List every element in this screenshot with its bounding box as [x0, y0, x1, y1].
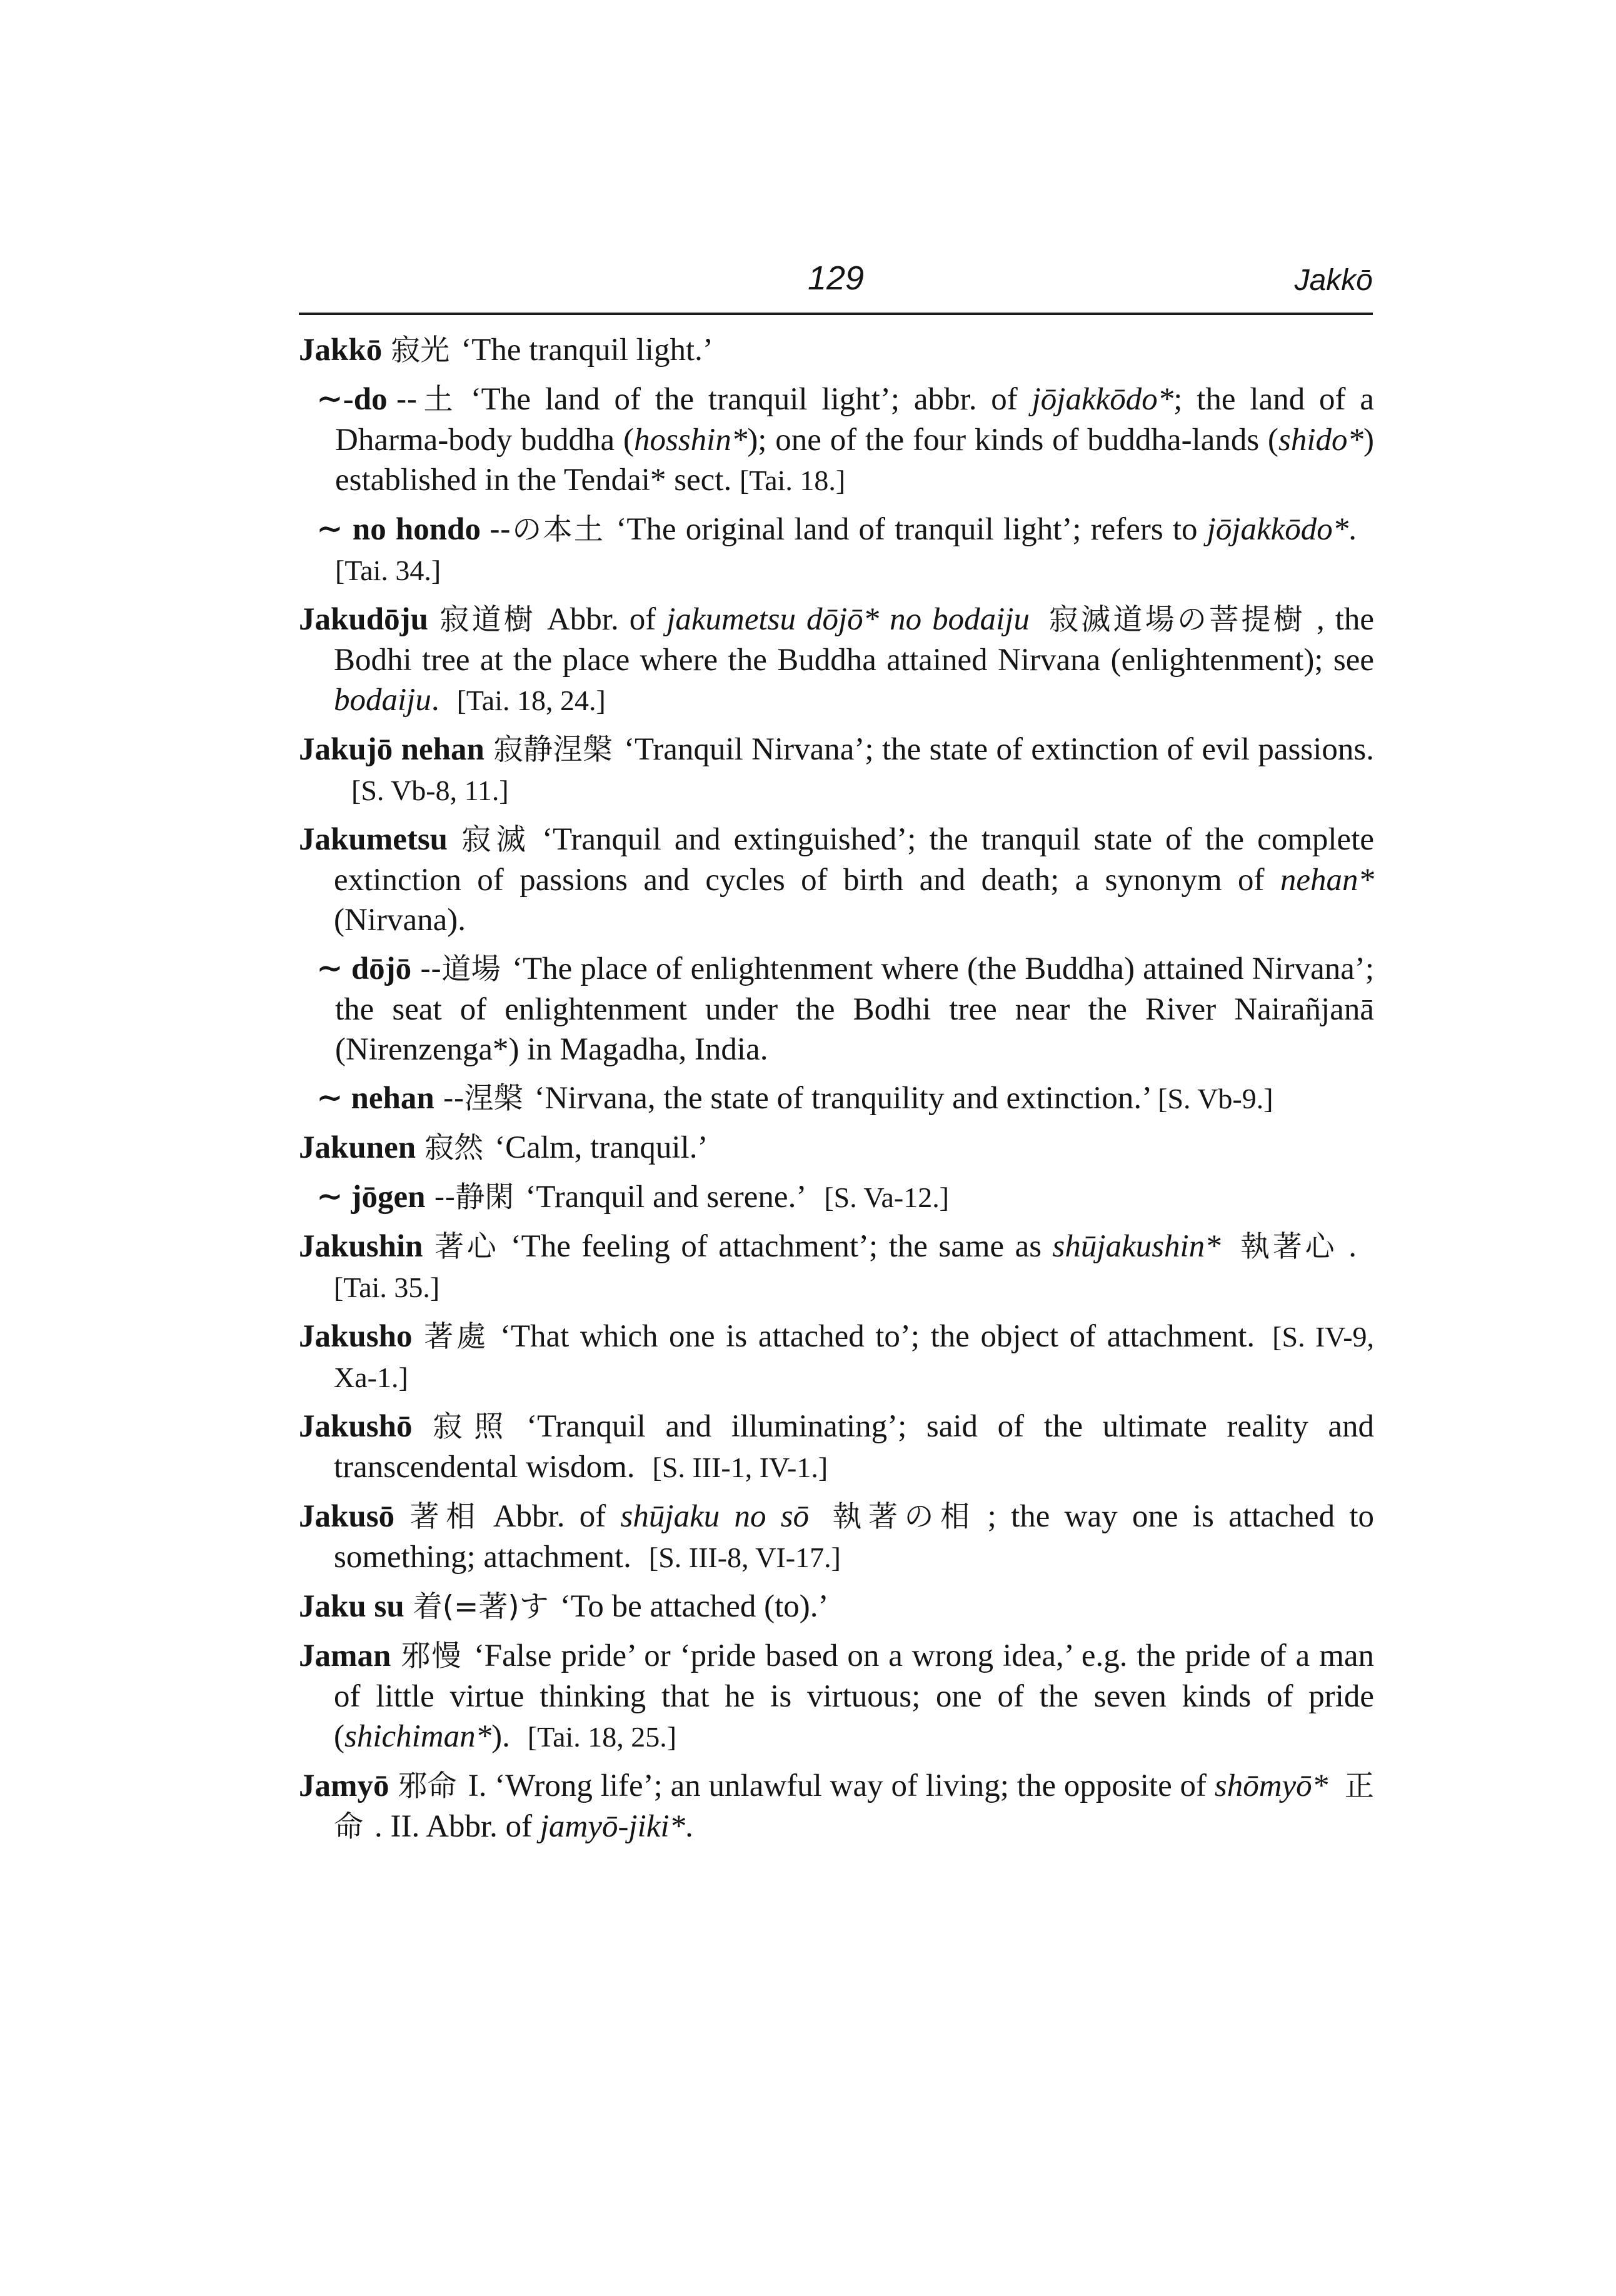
- entry-headword: Jakushin: [299, 1229, 423, 1264]
- dictionary-entry: [299, 1766, 1374, 1847]
- entry-definition: ).: [491, 1719, 510, 1754]
- entry-headword: Jakumetsu: [299, 822, 448, 857]
- dictionary-entry: [299, 330, 1374, 371]
- entry-headword: Jakushō: [299, 1409, 413, 1444]
- tilde-mark: ∼: [316, 1081, 351, 1116]
- source-reference: [S. Vb-8, 11.]: [351, 775, 509, 806]
- dictionary-entry: [299, 820, 1374, 940]
- entry-headword: Jaku su: [299, 1589, 404, 1624]
- tilde-mark: ∼: [316, 382, 343, 417]
- entry-headword: nehan: [351, 1081, 434, 1116]
- tilde-mark: ∼: [316, 512, 353, 547]
- dictionary-entry: [299, 1316, 1374, 1398]
- entry-definition: .: [685, 1809, 693, 1844]
- source-reference: [S. III-8, VI-17.]: [648, 1542, 841, 1573]
- entry-headword: Jakujō nehan: [299, 732, 484, 767]
- dictionary-entry: [299, 1496, 1374, 1578]
- entry-definition: . II. Abbr. of: [374, 1809, 533, 1844]
- dictionary-entry: [299, 1406, 1374, 1488]
- entry-definition: Abbr. of: [493, 1499, 606, 1534]
- entry-characters: --土: [396, 383, 459, 417]
- entry-characters: 寂滅: [456, 823, 531, 857]
- entry-definition: I. ‘Wrong life’; an unlawful way of living; the opposite of: [468, 1768, 1207, 1803]
- entry-characters: 寂照: [421, 1410, 516, 1444]
- entry-definition: ‘The tranquil light.’: [461, 333, 713, 368]
- tilde-mark: ∼: [316, 1180, 351, 1215]
- cross-reference-term: shūjaku no sō: [620, 1499, 810, 1534]
- entry-headword: Jakusho: [299, 1319, 413, 1354]
- entry-definition: ‘The original land of tranquil light’; refers to: [616, 512, 1198, 547]
- entry-headword: Jakudōju: [299, 602, 428, 637]
- page-number: 129: [807, 259, 865, 297]
- entry-characters: 著心: [431, 1230, 499, 1264]
- entry-headword: -do: [343, 382, 388, 417]
- entry-definition: ‘The feeling of attachment’; the same as: [510, 1229, 1042, 1264]
- dictionary-subentry: [299, 1177, 1374, 1218]
- dictionary-entry: [299, 1636, 1374, 1757]
- source-reference: [Tai. 34.]: [335, 554, 441, 586]
- entry-characters: 正命: [334, 1769, 1375, 1844]
- entry-characters: 執著心: [1240, 1230, 1338, 1264]
- entry-characters: 寂道樹: [436, 603, 536, 637]
- entry-definition: , the Bodhi tree at the place where the Buddha attained Nirvana (enlightenment); see: [334, 602, 1375, 678]
- source-reference: [S. Va-12.]: [824, 1181, 950, 1213]
- cross-reference-term: jōjakkōdo*: [1031, 382, 1174, 417]
- entry-headword: jōgen: [351, 1180, 426, 1215]
- cross-reference-term: shido*: [1278, 423, 1364, 458]
- source-reference: [Tai. 18.]: [740, 464, 846, 496]
- dictionary-entry: [299, 1128, 1374, 1168]
- dictionary-entry: [299, 729, 1374, 811]
- dictionary-subentry: [299, 949, 1374, 1070]
- entry-characters: 寂然: [424, 1131, 484, 1165]
- cross-reference-term: jamyō-jiki*: [540, 1809, 686, 1844]
- entry-headword: Jakunen: [299, 1130, 416, 1165]
- dictionary-entries: [299, 330, 1374, 1856]
- entry-headword: Jaman: [299, 1638, 391, 1673]
- entry-characters: 邪命: [398, 1769, 457, 1803]
- source-reference: [S. IV-9, Xa-1.]: [334, 1321, 1375, 1393]
- entry-characters: --涅槃: [443, 1081, 523, 1116]
- entry-headword: Jamyō: [299, 1768, 389, 1803]
- entry-definition: ‘Tranquil and extinguished’; the tranquil state of the complete extinction of passions and cycles of birth and death; a synonym of: [334, 822, 1375, 898]
- entry-definition: ‘The place of enlightenment where (the Buddha) attained Nirvana’; the seat of enlightenment under the Bodhi tree near the River Nairañjanā (Nirenzenga*) in Magadha, India.: [335, 951, 1375, 1067]
- entry-characters: 寂光: [391, 333, 450, 368]
- cross-reference-term: jakumetsu dōjō* no bodaiju: [666, 602, 1030, 637]
- entry-characters: 寂滅道場の菩提樹: [1048, 603, 1305, 637]
- cross-reference-term: hosshin*: [633, 423, 748, 458]
- cross-reference-term: shichiman*: [344, 1719, 492, 1754]
- cross-reference-term: bodaiju: [334, 683, 431, 718]
- entry-definition: ‘Tranquil and serene.’: [525, 1180, 807, 1215]
- entry-definition: ‘False pride’ or ‘pride based on a wrong idea,’ e.g. the pride of a man of little virtue thinking that he is virtuous; one of the seven kinds of pride (: [334, 1638, 1374, 1754]
- source-reference: [Tai. 18, 25.]: [527, 1721, 677, 1753]
- entry-definition: ‘The land of the tranquil light’; abbr. of: [470, 382, 1018, 417]
- dictionary-subentry: [299, 379, 1374, 501]
- entry-characters: 著處: [421, 1320, 489, 1354]
- entry-definition: .: [1348, 1229, 1357, 1264]
- entry-characters: 執著の相: [832, 1500, 976, 1534]
- dictionary-entry: [299, 1587, 1374, 1627]
- running-head: Jakkō: [1294, 264, 1373, 297]
- source-reference: [S. Vb-9.]: [1158, 1083, 1273, 1115]
- dictionary-subentry: [299, 509, 1374, 591]
- entry-characters: 著相: [403, 1500, 482, 1534]
- tilde-mark: ∼: [316, 951, 351, 986]
- entry-characters: --静閑: [434, 1180, 514, 1215]
- entry-characters: --の本土: [489, 513, 605, 547]
- cross-reference-term: nehan*: [1280, 863, 1374, 898]
- page-header: [299, 256, 1373, 315]
- entry-headword: dōjō: [351, 951, 412, 986]
- entry-definition: ‘Tranquil Nirvana’; the state of extinction of evil passions.: [623, 732, 1374, 767]
- entry-definition: (Nirvana).: [334, 903, 466, 938]
- entry-definition: ‘Calm, tranquil.’: [494, 1130, 708, 1165]
- dictionary-subentry: [299, 1078, 1374, 1119]
- entry-definition: ) established in the Tendai* sect.: [335, 423, 1374, 498]
- entry-definition: ‘That which one is attached to’; the object of attachment.: [499, 1319, 1255, 1354]
- entry-definition: ‘Nirvana, the state of tranquility and extinction.’: [534, 1081, 1150, 1116]
- entry-characters: --道場: [420, 952, 501, 986]
- entry-definition: ; the land of a Dharma-body buddha (: [335, 382, 1375, 458]
- entry-definition: ‘To be attached (to).’: [560, 1589, 829, 1624]
- entry-characters: 寂静涅槃: [493, 733, 613, 767]
- source-reference: [Tai. 35.]: [334, 1271, 440, 1303]
- cross-reference-term: jōjakkōdo*: [1207, 512, 1349, 547]
- entry-definition: ‘Tranquil and illuminating’; said of the ultimate reality and transcendental wisdom.: [334, 1409, 1375, 1485]
- entry-definition: Abbr. of: [546, 602, 656, 637]
- entry-definition: .: [431, 683, 439, 718]
- entry-definition: .: [1348, 512, 1357, 547]
- source-reference: [S. III-1, IV-1.]: [652, 1451, 828, 1483]
- entry-headword: Jakkō: [299, 333, 383, 368]
- dictionary-entry: [299, 1226, 1374, 1308]
- cross-reference-term: shūjakushin*: [1052, 1229, 1221, 1264]
- entry-headword: Jakusō: [299, 1499, 395, 1534]
- entry-characters: 着(=著)す: [413, 1590, 549, 1624]
- entry-headword: no hondo: [352, 512, 481, 547]
- source-reference: [Tai. 18, 24.]: [456, 684, 606, 716]
- cross-reference-term: shōmyō*: [1214, 1768, 1328, 1803]
- dictionary-entry: [299, 599, 1374, 721]
- entry-characters: 邪慢: [399, 1639, 463, 1673]
- entry-definition: ; the way one is attached to something; attachment.: [334, 1499, 1375, 1575]
- entry-definition: ); one of the four kinds of buddha-lands (: [747, 423, 1278, 458]
